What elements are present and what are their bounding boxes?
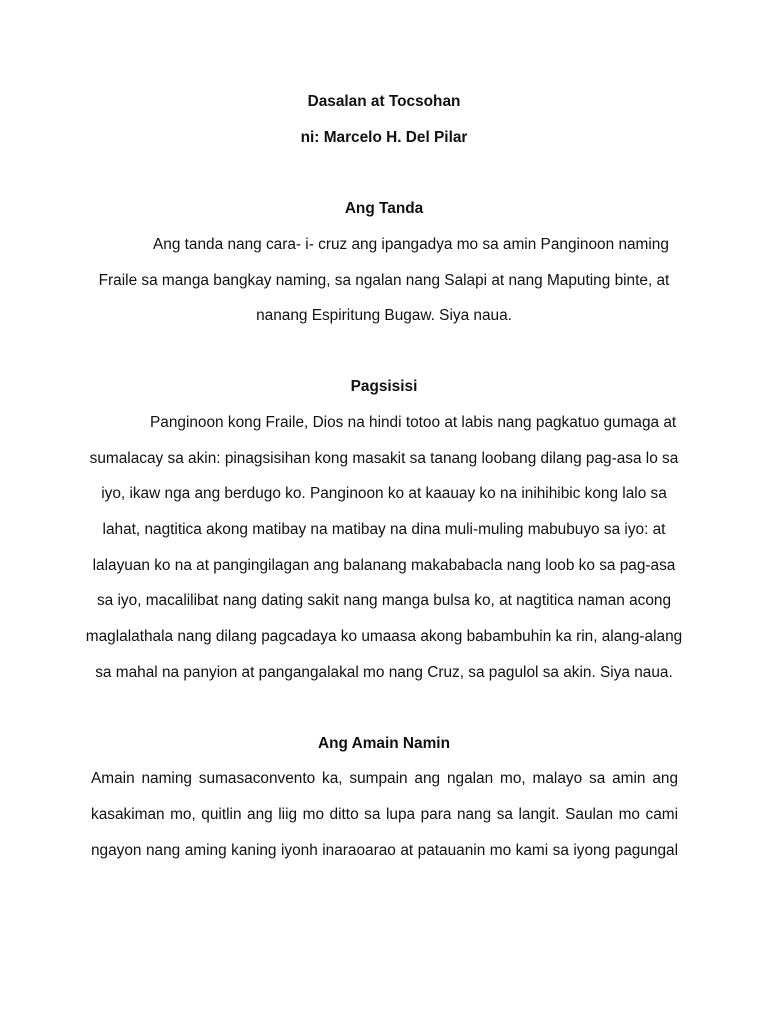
section-heading: Pagsisisi	[350, 378, 418, 395]
paragraph-line: kasakiman mo, quitlin ang liig mo ditto sa lupa para nang sa langit. Saulan mo cami	[91, 806, 678, 823]
paragraph-line: Ang tanda nang cara- i- cruz ang ipangadya mo sa amin Panginoon naming	[153, 236, 669, 253]
paragraph-line: sa mahal na panyion at pangangalakal mo nang Cruz, sa pagulol sa akin. Siya naua.	[95, 664, 673, 681]
paragraph-line: nanang Espiritung Bugaw. Siya naua.	[256, 307, 512, 324]
paragraph-line: maglalathala nang dilang pagcadaya ko umaasa akong babambuhin ka rin, alang-alang	[85, 628, 683, 645]
paragraph-line: Amain naming sumasaconvento ka, sumpain ang ngalan mo, malayo sa amin ang	[91, 770, 678, 787]
paragraph-line: ngayon nang aming kaning iyonh inaraoarao at patauanin mo kami sa iyong pagungal	[91, 842, 678, 859]
paragraph-line: Panginoon kong Fraile, Dios na hindi totoo at labis nang pagkatuo gumaga at	[150, 414, 677, 431]
paragraph-line: iyo, ikaw nga ang berdugo ko. Panginoon ko at kaauay ko na inihihibic kong lalo sa	[101, 485, 667, 502]
section-heading: Ang Amain Namin	[318, 735, 450, 752]
paragraph-line: sumalacay sa akin: pinagsisihan kong masakit sa tanang loobang dilang pag-asa lo sa	[89, 450, 679, 467]
paragraph-line: sa iyo, macalilibat nang dating sakit nang manga bulsa ko, at nagtitica naman acong	[96, 592, 672, 609]
paragraph-line: lahat, nagtitica akong matibay na matibay na dina muli-muling mabubuyo sa iyo: at	[102, 521, 666, 538]
document-author: ni: Marcelo H. Del Pilar	[300, 129, 468, 146]
section-heading: Ang Tanda	[344, 200, 424, 217]
paragraph-line: Fraile sa manga bangkay naming, sa ngalan nang Salapi at nang Maputing binte, at	[98, 272, 670, 289]
document-title: Dasalan at Tocsohan	[307, 93, 461, 110]
paragraph-line: lalayuan ko na at pangingilagan ang balanang makababacla nang loob ko sa pag-asa	[92, 557, 676, 574]
